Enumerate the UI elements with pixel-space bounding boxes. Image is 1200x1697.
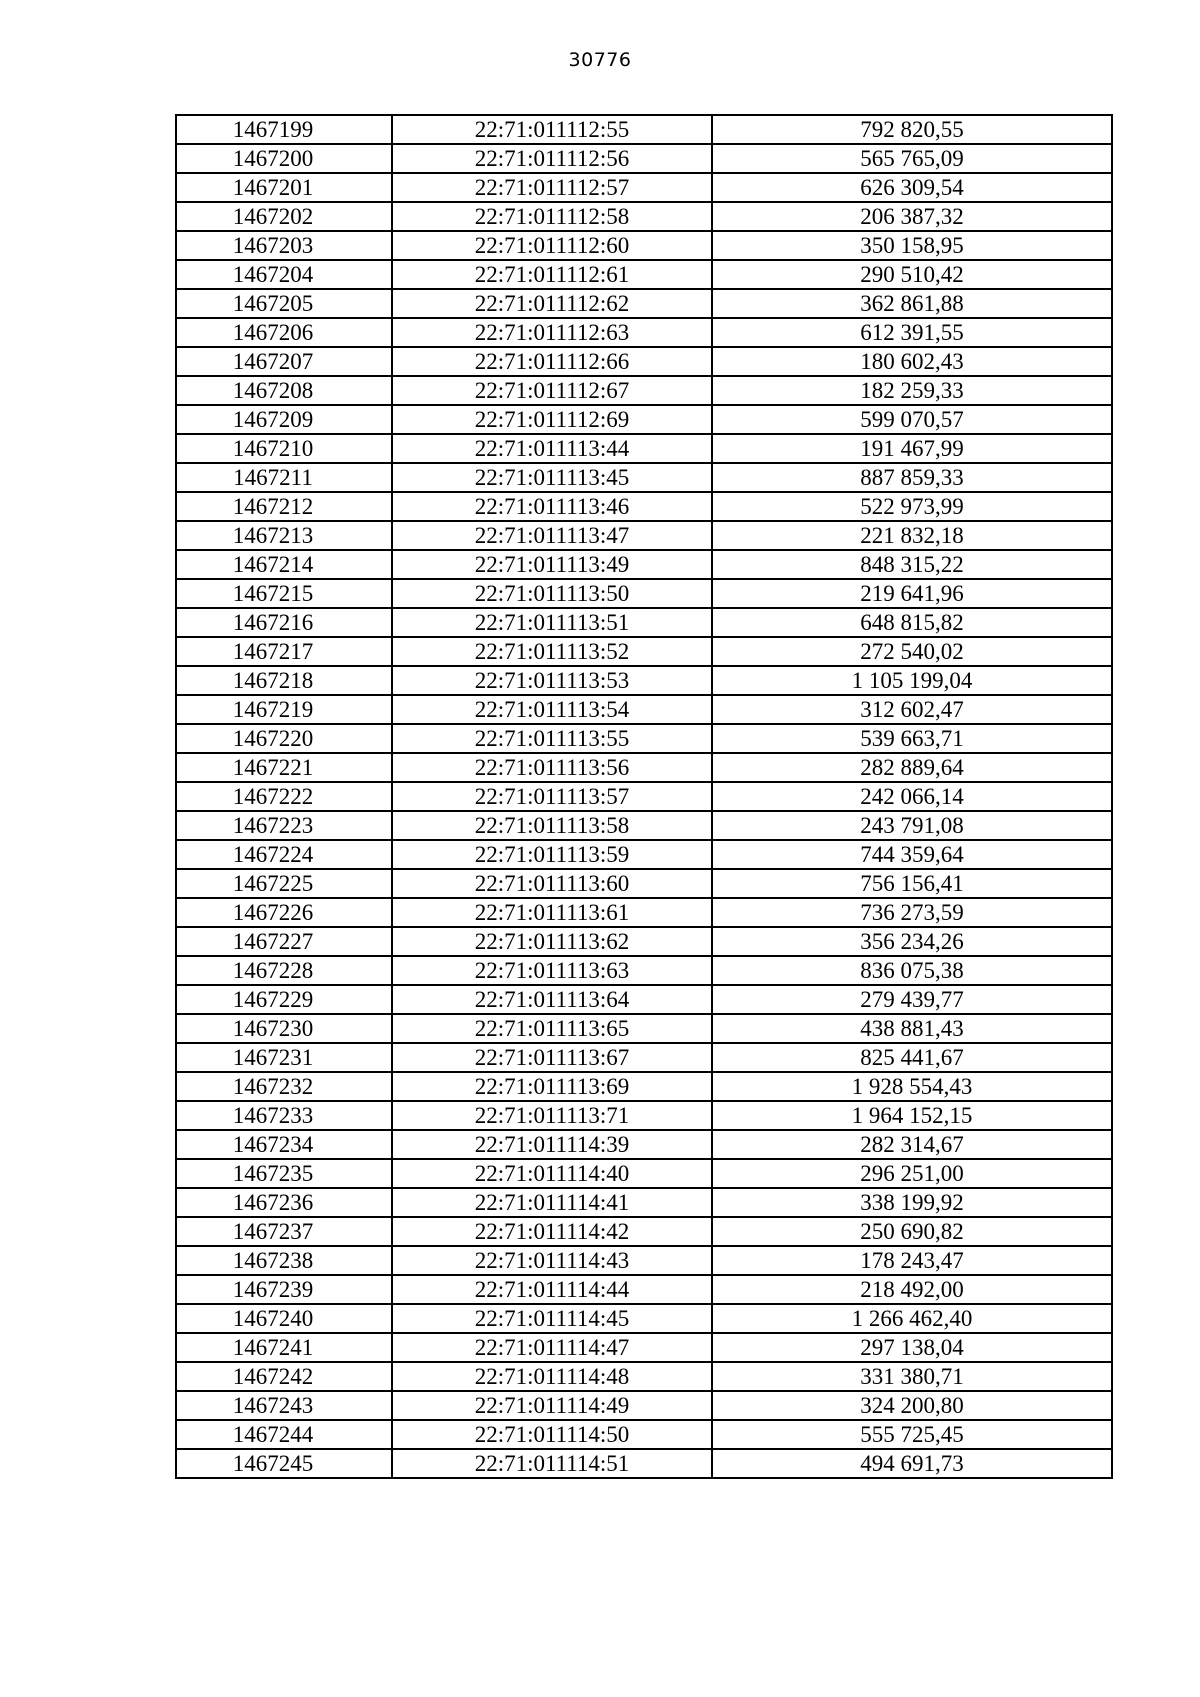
cadastral-number-cell: 22:71:011112:55 [392, 115, 712, 144]
cadastral-value-cell: 362 861,88 [712, 289, 1112, 318]
row-number-cell: 1467221 [176, 753, 392, 782]
row-number-cell: 1467215 [176, 579, 392, 608]
cadastral-value-cell: 539 663,71 [712, 724, 1112, 753]
row-number-cell: 1467229 [176, 985, 392, 1014]
cadastral-number-cell: 22:71:011114:42 [392, 1217, 712, 1246]
cadastral-number-cell: 22:71:011114:39 [392, 1130, 712, 1159]
table-row [176, 1188, 1112, 1217]
row-number-cell: 1467241 [176, 1333, 392, 1362]
row-number-cell: 1467220 [176, 724, 392, 753]
row-number-cell: 1467214 [176, 550, 392, 579]
cadastral-value-cell: 338 199,92 [712, 1188, 1112, 1217]
table-row [176, 724, 1112, 753]
cadastral-number-cell: 22:71:011112:58 [392, 202, 712, 231]
cadastral-value-cell: 206 387,32 [712, 202, 1112, 231]
row-number-cell: 1467234 [176, 1130, 392, 1159]
table-row [176, 1101, 1112, 1130]
table-row [176, 492, 1112, 521]
cadastral-value-cell: 792 820,55 [712, 115, 1112, 144]
table-row [176, 695, 1112, 724]
cadastral-value-cell: 626 309,54 [712, 173, 1112, 202]
table-row [176, 840, 1112, 869]
cadastral-number-cell: 22:71:011112:61 [392, 260, 712, 289]
cadastral-value-cell: 825 441,67 [712, 1043, 1112, 1072]
cadastral-number-cell: 22:71:011113:69 [392, 1072, 712, 1101]
cadastral-number-cell: 22:71:011113:51 [392, 608, 712, 637]
cadastral-number-cell: 22:71:011112:66 [392, 347, 712, 376]
table-row [176, 1362, 1112, 1391]
cadastral-value-cell: 221 832,18 [712, 521, 1112, 550]
table-row [176, 811, 1112, 840]
cadastral-number-cell: 22:71:011113:56 [392, 753, 712, 782]
table-row [176, 1391, 1112, 1420]
cadastral-value-table [175, 114, 1113, 1479]
table-row [176, 985, 1112, 1014]
cadastral-number-cell: 22:71:011114:43 [392, 1246, 712, 1275]
row-number-cell: 1467218 [176, 666, 392, 695]
page-number: 30776 [568, 49, 632, 71]
cadastral-number-cell: 22:71:011113:52 [392, 637, 712, 666]
table-row [176, 1304, 1112, 1333]
row-number-cell: 1467227 [176, 927, 392, 956]
row-number-cell: 1467232 [176, 1072, 392, 1101]
table-row [176, 289, 1112, 318]
table-row [176, 405, 1112, 434]
cadastral-value-cell: 1 105 199,04 [712, 666, 1112, 695]
cadastral-number-cell: 22:71:011112:60 [392, 231, 712, 260]
row-number-cell: 1467212 [176, 492, 392, 521]
cadastral-value-cell: 848 315,22 [712, 550, 1112, 579]
table-row [176, 1217, 1112, 1246]
cadastral-value-cell: 756 156,41 [712, 869, 1112, 898]
row-number-cell: 1467206 [176, 318, 392, 347]
cadastral-value-cell: 218 492,00 [712, 1275, 1112, 1304]
row-number-cell: 1467230 [176, 1014, 392, 1043]
cadastral-value-cell: 282 889,64 [712, 753, 1112, 782]
cadastral-number-cell: 22:71:011112:67 [392, 376, 712, 405]
row-number-cell: 1467237 [176, 1217, 392, 1246]
table-row [176, 753, 1112, 782]
cadastral-value-cell: 736 273,59 [712, 898, 1112, 927]
row-number-cell: 1467207 [176, 347, 392, 376]
table-row [176, 956, 1112, 985]
table-row [176, 463, 1112, 492]
cadastral-value-cell: 250 690,82 [712, 1217, 1112, 1246]
cadastral-number-cell: 22:71:011113:54 [392, 695, 712, 724]
cadastral-number-cell: 22:71:011113:59 [392, 840, 712, 869]
cadastral-number-cell: 22:71:011113:67 [392, 1043, 712, 1072]
row-number-cell: 1467242 [176, 1362, 392, 1391]
row-number-cell: 1467245 [176, 1449, 392, 1478]
cadastral-value-cell: 350 158,95 [712, 231, 1112, 260]
cadastral-number-cell: 22:71:011113:64 [392, 985, 712, 1014]
table-row [176, 347, 1112, 376]
cadastral-value-cell: 279 439,77 [712, 985, 1112, 1014]
cadastral-value-cell: 356 234,26 [712, 927, 1112, 956]
cadastral-value-cell: 1 266 462,40 [712, 1304, 1112, 1333]
row-number-cell: 1467222 [176, 782, 392, 811]
row-number-cell: 1467211 [176, 463, 392, 492]
cadastral-number-cell: 22:71:011114:50 [392, 1420, 712, 1449]
row-number-cell: 1467200 [176, 144, 392, 173]
table-row [176, 1420, 1112, 1449]
cadastral-number-cell: 22:71:011114:47 [392, 1333, 712, 1362]
table-row [176, 898, 1112, 927]
row-number-cell: 1467208 [176, 376, 392, 405]
cadastral-value-cell: 219 641,96 [712, 579, 1112, 608]
row-number-cell: 1467226 [176, 898, 392, 927]
cadastral-number-cell: 22:71:011113:57 [392, 782, 712, 811]
cadastral-value-cell: 272 540,02 [712, 637, 1112, 666]
cadastral-value-cell: 290 510,42 [712, 260, 1112, 289]
row-number-cell: 1467240 [176, 1304, 392, 1333]
table-row [176, 608, 1112, 637]
table-row [176, 1159, 1112, 1188]
table-row [176, 202, 1112, 231]
cadastral-number-cell: 22:71:011114:45 [392, 1304, 712, 1333]
table-row [176, 318, 1112, 347]
table-row [176, 173, 1112, 202]
cadastral-value-cell: 312 602,47 [712, 695, 1112, 724]
cadastral-number-cell: 22:71:011112:69 [392, 405, 712, 434]
cadastral-number-cell: 22:71:011113:50 [392, 579, 712, 608]
row-number-cell: 1467202 [176, 202, 392, 231]
table-row [176, 521, 1112, 550]
table-row [176, 1072, 1112, 1101]
cadastral-value-cell: 744 359,64 [712, 840, 1112, 869]
cadastral-number-cell: 22:71:011114:41 [392, 1188, 712, 1217]
cadastral-number-cell: 22:71:011113:46 [392, 492, 712, 521]
cadastral-number-cell: 22:71:011112:57 [392, 173, 712, 202]
row-number-cell: 1467223 [176, 811, 392, 840]
cadastral-value-cell: 243 791,08 [712, 811, 1112, 840]
cadastral-value-cell: 494 691,73 [712, 1449, 1112, 1478]
row-number-cell: 1467231 [176, 1043, 392, 1072]
table-row [176, 637, 1112, 666]
row-number-cell: 1467209 [176, 405, 392, 434]
cadastral-number-cell: 22:71:011113:63 [392, 956, 712, 985]
cadastral-value-cell: 612 391,55 [712, 318, 1112, 347]
cadastral-value-cell: 565 765,09 [712, 144, 1112, 173]
row-number-cell: 1467244 [176, 1420, 392, 1449]
row-number-cell: 1467203 [176, 231, 392, 260]
table-row [176, 782, 1112, 811]
cadastral-value-cell: 180 602,43 [712, 347, 1112, 376]
cadastral-value-cell: 182 259,33 [712, 376, 1112, 405]
cadastral-number-cell: 22:71:011113:62 [392, 927, 712, 956]
row-number-cell: 1467236 [176, 1188, 392, 1217]
row-number-cell: 1467243 [176, 1391, 392, 1420]
row-number-cell: 1467201 [176, 173, 392, 202]
row-number-cell: 1467210 [176, 434, 392, 463]
table-row [176, 1333, 1112, 1362]
table-row [176, 1449, 1112, 1478]
table-row [176, 115, 1112, 144]
cadastral-value-cell: 648 815,82 [712, 608, 1112, 637]
row-number-cell: 1467205 [176, 289, 392, 318]
cadastral-number-cell: 22:71:011114:40 [392, 1159, 712, 1188]
cadastral-number-cell: 22:71:011113:47 [392, 521, 712, 550]
table-row [176, 376, 1112, 405]
row-number-cell: 1467224 [176, 840, 392, 869]
table-row [176, 260, 1112, 289]
cadastral-value-cell: 297 138,04 [712, 1333, 1112, 1362]
table-row [176, 869, 1112, 898]
row-number-cell: 1467239 [176, 1275, 392, 1304]
cadastral-number-cell: 22:71:011114:44 [392, 1275, 712, 1304]
row-number-cell: 1467213 [176, 521, 392, 550]
cadastral-number-cell: 22:71:011112:63 [392, 318, 712, 347]
cadastral-number-cell: 22:71:011112:56 [392, 144, 712, 173]
table-row [176, 434, 1112, 463]
cadastral-number-cell: 22:71:011113:71 [392, 1101, 712, 1130]
cadastral-number-cell: 22:71:011113:44 [392, 434, 712, 463]
cadastral-value-cell: 887 859,33 [712, 463, 1112, 492]
table-row [176, 579, 1112, 608]
table-row [176, 550, 1112, 579]
table-row [176, 1043, 1112, 1072]
table-row [176, 231, 1112, 260]
cadastral-value-cell: 282 314,67 [712, 1130, 1112, 1159]
table-row [176, 144, 1112, 173]
cadastral-value-cell: 331 380,71 [712, 1362, 1112, 1391]
table-row [176, 1246, 1112, 1275]
cadastral-number-cell: 22:71:011113:49 [392, 550, 712, 579]
table-body [176, 115, 1112, 1478]
cadastral-number-cell: 22:71:011113:61 [392, 898, 712, 927]
cadastral-value-cell: 599 070,57 [712, 405, 1112, 434]
cadastral-value-cell: 1 964 152,15 [712, 1101, 1112, 1130]
table-row [176, 666, 1112, 695]
row-number-cell: 1467204 [176, 260, 392, 289]
cadastral-number-cell: 22:71:011113:45 [392, 463, 712, 492]
cadastral-number-cell: 22:71:011113:65 [392, 1014, 712, 1043]
row-number-cell: 1467235 [176, 1159, 392, 1188]
row-number-cell: 1467219 [176, 695, 392, 724]
row-number-cell: 1467216 [176, 608, 392, 637]
cadastral-value-cell: 1 928 554,43 [712, 1072, 1112, 1101]
cadastral-number-cell: 22:71:011113:55 [392, 724, 712, 753]
row-number-cell: 1467238 [176, 1246, 392, 1275]
row-number-cell: 1467199 [176, 115, 392, 144]
cadastral-number-cell: 22:71:011113:60 [392, 869, 712, 898]
cadastral-number-cell: 22:71:011114:49 [392, 1391, 712, 1420]
cadastral-number-cell: 22:71:011112:62 [392, 289, 712, 318]
cadastral-value-cell: 296 251,00 [712, 1159, 1112, 1188]
cadastral-value-cell: 522 973,99 [712, 492, 1112, 521]
cadastral-number-cell: 22:71:011114:48 [392, 1362, 712, 1391]
table-row [176, 1130, 1112, 1159]
cadastral-number-cell: 22:71:011113:53 [392, 666, 712, 695]
cadastral-number-cell: 22:71:011114:51 [392, 1449, 712, 1478]
cadastral-value-cell: 178 243,47 [712, 1246, 1112, 1275]
cadastral-value-cell: 242 066,14 [712, 782, 1112, 811]
cadastral-value-cell: 191 467,99 [712, 434, 1112, 463]
cadastral-value-cell: 438 881,43 [712, 1014, 1112, 1043]
table-row [176, 1275, 1112, 1304]
cadastral-number-cell: 22:71:011113:58 [392, 811, 712, 840]
cadastral-value-cell: 836 075,38 [712, 956, 1112, 985]
row-number-cell: 1467217 [176, 637, 392, 666]
cadastral-value-cell: 555 725,45 [712, 1420, 1112, 1449]
row-number-cell: 1467233 [176, 1101, 392, 1130]
row-number-cell: 1467228 [176, 956, 392, 985]
row-number-cell: 1467225 [176, 869, 392, 898]
cadastral-value-cell: 324 200,80 [712, 1391, 1112, 1420]
table-row [176, 1014, 1112, 1043]
table-row [176, 927, 1112, 956]
